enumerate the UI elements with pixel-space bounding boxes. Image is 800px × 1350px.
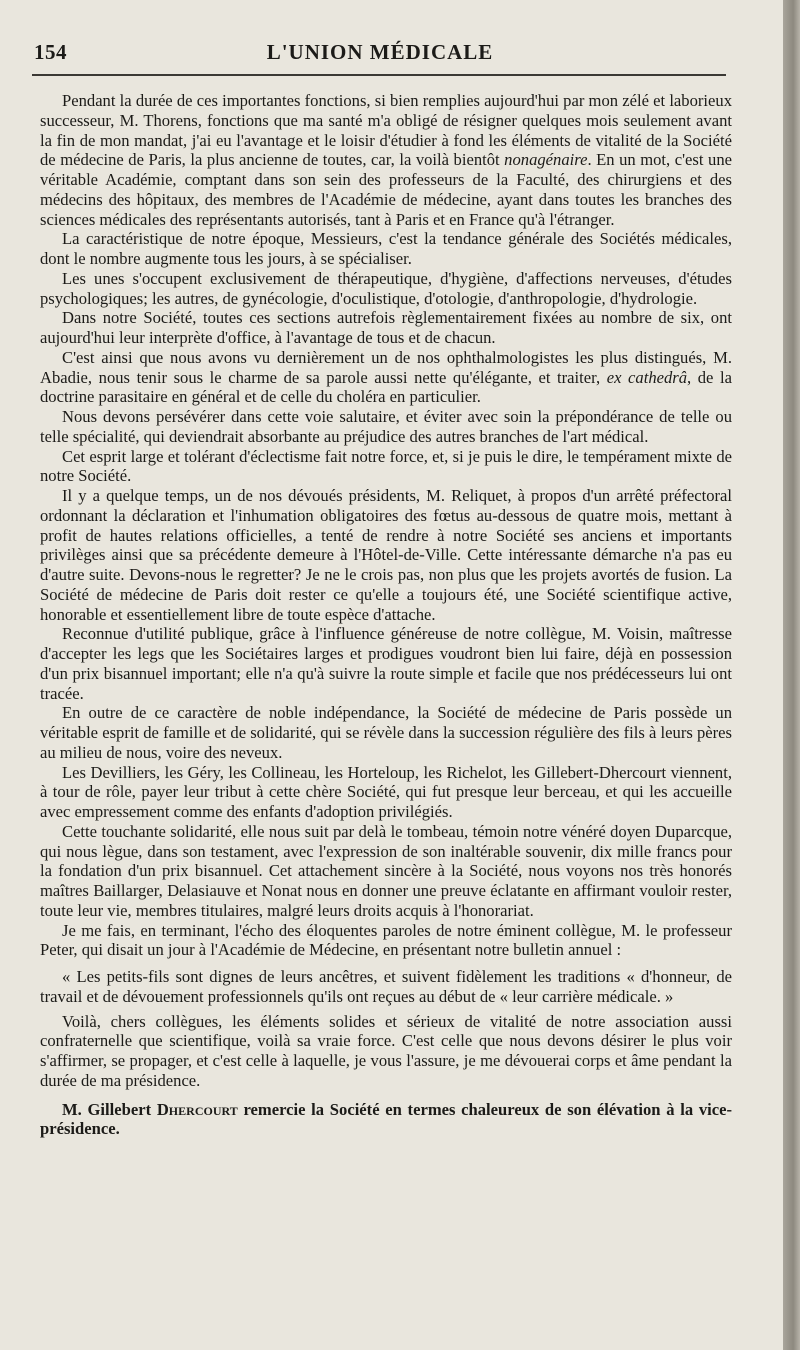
header-rule [32,74,726,76]
paragraph: Pendant la durée de ces importantes fonctions, si bien remplies aujourd'hui par mon zélé et laborieux successeur, M. Thorens, fonctions que ma santé m'a obligé de résigner quelques mois seulement avant la fin de mon mandat, j'ai eu l'avantage et le loisir d'étudier à fond les éléments de vitalité de la Société de médecine de Paris, la plus ancienne de toutes, car, la voilà bientôt nonagénaire. En un mot, c'est une véritable Académie, comptant dans son sein des professeurs de la Faculté, des chirurgiens et des médecins des hôpitaux, des membres de l'Académie de médecine, ayant dans toutes les branches des sciences médicales des représentants autorisés, tant à Paris et en France qu'à l'étranger. [40,91,732,229]
page-edge [783,0,800,1350]
paragraph: Je me fais, en terminant, l'écho des éloquentes paroles de notre éminent collègue, M. le professeur Peter, qui disait un jour à l'Académie de Médecine, en présentant notre bulletin annuel : [40,920,732,960]
paragraph: Les Devilliers, les Géry, les Collineau, les Horteloup, les Richelot, les Gillebert-Dhercourt viennent, à tour de rôle, payer leur tribut à cette chère Société, qui fut presque leur berceau, et qui les accueille avec empressement comme des enfants d'adoption privilégiés. [40,762,732,821]
paragraph: Les unes s'occupent exclusivement de thérapeutique, d'hygiène, d'affections nerveuses, d'études psychologiques; les autres, de gynécologie, d'oculistique, d'otologie, d'anthropologie, d'hydrologie. [40,268,732,308]
minutes-note: M. Gillebert Dhercourt remercie la Société en termes chaleureux de son élévation à la vice-présidence. [40,1099,732,1139]
italic-term: ex cathedrâ [606,367,688,387]
page-header [34,40,726,70]
paragraph: Nous devons persévérer dans cette voie salutaire, et éviter avec soin la prépondérance de telle ou telle spécialité, qui deviendrait absorbante au préjudice des autres branches de l'art médical. [40,407,732,446]
paragraph: Cette touchante solidarité, elle nous suit par delà le tombeau, témoin notre vénéré doyen Duparcque, qui nous lègue, dans son testament, avec l'expression de son inaltérable souvenir, dix mille francs pour la fondation d'un prix bisannuel. Cet attachement sincère à la Société, nous voyons nos très honorés maîtres Baillarger, Delasiauve et Nonat nous en donner une preuve éclatante en affirmant vouloir rester, toute leur vie, membres titulaires, malgré leurs droits acquis à l'honorariat. [40,821,732,920]
paragraph: Dans notre Société, toutes ces sections autrefois règlementairement fixées au nombre de six, ont aujourd'hui leur interprète d'office, à l'avantage de tous et de chacun. [40,308,732,347]
paragraph: La caractéristique de notre époque, Messieurs, c'est la tendance générale des Sociétés médicales, dont le nombre augmente tous les jours, à se spécialiser. [40,229,732,268]
body-text [40,91,732,1139]
paragraph: Cet esprit large et tolérant d'éclectisme fait notre force, et, si je puis le dire, le tempérament mixte de notre Société. [40,446,732,486]
paragraph: Voilà, chers collègues, les éléments solides et sérieux de vitalité de notre association aussi confraternelle que scientifique, voilà sa vraie force. C'est celle que nous devons désirer le plus voir s'affirmer, se propager, et c'est celle à laquelle, je vous l'assure, je me dévouerai corps et âme pendant la durée de ma présidence. [40,1011,732,1090]
running-title: L'UNION MÉDICALE [266,40,494,64]
paragraph: Reconnue d'utilité publique, grâce à l'influence généreuse de notre collègue, M. Voisin, maîtresse d'accepter les legs que les Sociétaires larges et prodigues voudront bien lui faire, déjà en possession d'un prix bisannuel important; elle n'a qu'à suivre la route simple et facile que nos prédécesseurs lui ont tracée. [40,624,732,703]
paragraph: En outre de ce caractère de noble indépendance, la Société de médecine de Paris possède un véritable esprit de famille et de solidarité, qui se révèle dans la succession régulière des fils à leurs pères au milieu de nous, voire des neveux. [40,703,732,762]
surname-smallcaps: Dhercourt [156,1099,238,1119]
italic-term: nonagénaire [504,150,588,170]
paragraph: Il y a quelque temps, un de nos dévoués présidents, M. Reliquet, à propos d'un arrêté préfectoral ordonnant la déclaration et l'inhumation obligatoires des fœtus au-dessous de quatre mois, mettant à profit de hautes relations officielles, a tenté de rendre à notre Société ses anciens et importants privilèges ainsi que sa précédente demeure à l'Hôtel-de-Ville. Cette intéressante démarche n'a pas eu d'autre suite. Devons-nous le regretter? Je ne le crois pas, non plus que les projets avortés de fusion. La Société de médecine de Paris doit rester ce qu'elle a toujours été, une Société scientifique active, honorable et essentiellement libre de toute espèce d'attache. [40,486,732,624]
quotation: « Les petits-fils sont dignes de leurs ancêtres, et suivent fidèlement les traditions « d'honneur, de travail et de dévouement professionnels qu'ils ont reçues au début de « leur carrière médicale. » [40,967,732,1006]
paragraph: C'est ainsi que nous avons vu dernièrement un de nos ophthalmologistes les plus distingués, M. Abadie, nous tenir sous le charme de sa parole aussi nette qu'élégante, et traiter, ex cathedrâ, de la doctrine parasitaire en général et de celle du choléra en particulier. [40,347,732,407]
page-number: 154 [34,40,67,64]
